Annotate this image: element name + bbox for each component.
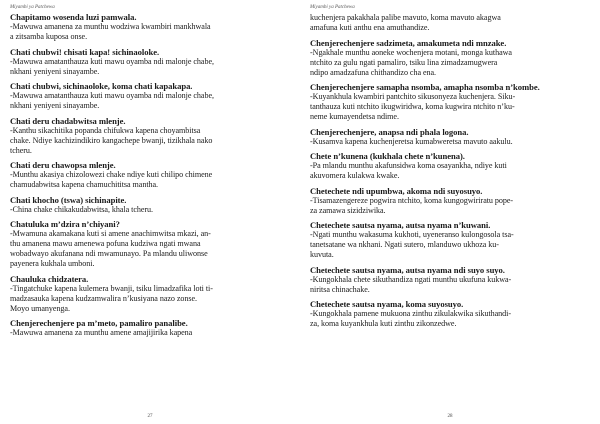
proverb-headword: Chati chubwi, sichinaoloke, koma chati kapakapa. [10,81,193,91]
gloss-line: neme kumayendetsa ndime. [310,112,399,121]
entry-group [310,38,592,330]
proverb-headword: Chati khocho (tswa) sichinapite. [10,194,127,205]
proverb-entry [10,274,294,314]
proverb-entry [10,47,294,77]
gloss-line: za zamawa sizidziwika. [310,205,386,215]
proverb-explanation [10,229,294,269]
gloss-line: -China chake chikakudabwitsa, khala tcheru. [10,204,154,214]
proverb-entry [10,318,294,338]
gloss-line: akuvomera kulakwa kwake. [310,171,400,180]
continued-entry [310,13,592,33]
proverb-headword: Chenjerechenjere samapha nsomba, amapha nsomba n’kombe. [310,82,540,92]
proverb-explanation [310,309,592,329]
proverb-explanation [10,328,294,338]
proverb-explanation [310,230,592,260]
gloss-line: ntchito za gulu ngati pamaliro, tsiku lina zimadzamugwera [310,57,498,67]
proverb-entry [10,81,294,111]
gloss-line: -Kungokhala chete sikuthandiza ngati munthu ukufuna kukwa- [310,274,512,284]
proverb-explanation [310,48,592,78]
proverb-headword: Chete n’kunena (kukhala chete n’kunena). [310,151,465,161]
proverb-entry [310,127,592,147]
proverb-headword: Chapitamo wosenda luzi pamwala. [10,12,137,22]
gloss-line: -Kuyankhula kwambiri pantchito sikusonyeza kuchenjera. Siku- [310,92,516,101]
gloss-line: -Mawuwa amanena za munthu wodziwa kwambiri mankhwala [10,22,211,31]
proverb-entry [310,38,592,78]
proverb-entry [310,151,592,181]
proverb-explanation [310,275,592,295]
proverb-entry [310,186,592,216]
page-number: 27 [147,414,153,419]
proverb-explanation [10,205,294,215]
proverb-explanation [310,161,592,181]
gloss-line: -Ngakhale munthu aoneke wochenjera motani, monga kuthawa [310,47,512,57]
gloss-line: payenera kukhala umboni. [10,259,95,268]
proverb-explanation [10,91,294,111]
gloss-line: wobadwayo akufanana ndi mwamunayo. Pa mlandu uliwonse [10,249,208,258]
proverb-explanation [10,170,294,190]
proverb-headword: Chetechete sautsa nyama, autsa nyama ndi suyo suyo. [310,264,505,275]
proverb-headword: Chati deru chadabwitsa mlenje. [10,115,126,126]
gloss-line: -Pa mlandu munthu akafunsidwa koma osayankha, ndiye kuti [310,161,507,170]
proverb-explanation [10,284,294,314]
gloss-line: ndipo amadzafuna chithandizo cha ena. [310,67,437,77]
proverb-explanation [310,196,592,216]
proverb-explanation [10,57,294,77]
proverb-entry [10,195,294,215]
gloss-line: thu amanena mawu amenewa pofuna kudziwa ngati mwana [10,239,201,248]
gloss-line: tcheru. [10,145,32,155]
proverb-entry [10,219,294,269]
gloss-line: tanetsatane wa nkhani. Ngati sutero, mlanduwo ukhoza ku- [310,240,499,249]
proverb-headword: Chatuluka m’dzira n’chiyani? [10,219,120,229]
gloss-line: niritsa chinachake. [310,284,370,294]
proverb-headword: Chetechete ndi upumbwa, akoma ndi suyosuyo. [310,185,483,196]
gloss-line: -Kanthu sikachitika popanda chifukwa kapena choyambitsa [10,125,201,135]
proverb-entry [10,12,294,42]
entry-list [10,12,294,338]
gloss-line: -Tisamazengereze pogwira ntchito, koma kungogwiriratu pope- [310,195,514,205]
proverb-entry [10,116,294,156]
proverb-headword: Chetechete sautsa nyama, koma suyosuyo. [310,299,464,309]
gloss-line: -Munthu akasiya chizolowezi chake ndiye kuti chilipo chimene [10,170,213,179]
proverb-headword: Chenjerechenjere, anapsa ndi phala logona. [310,126,469,137]
proverb-headword: Chenjerechenjere pa m’meto, pamaliro panalibe. [10,318,188,328]
proverb-headword: Chetechete sautsa nyama, autsa nyama n’kuwani. [310,220,491,230]
gloss-line: -Kungokhala pamene mukuona zinthu zikulakwika sikuthandi- [310,309,512,318]
proverb-entry [310,299,592,329]
page-number: 28 [447,414,453,419]
proverb-explanation [10,22,294,42]
gloss-line: amafuna kuti anthu ena amuthandize. [310,23,430,32]
entry-list [310,12,592,329]
gloss-line: chake. Ndiye kachizindikiro kangachepe bwanji, tizikhala nako [10,135,213,145]
gloss-line: -Mawuwa amatanthauza kuti mawu oyamba ndi malonje chabe, [10,56,214,66]
proverb-explanation [310,92,592,122]
gloss-line: kuchenjera pakakhala palibe mavuto, koma mavuto akagwa [310,13,501,22]
proverb-explanation [10,126,294,156]
running-head: Miyambi ya Patchewa [310,5,355,10]
gloss-line: -Mawuwa amatanthauza kuti mawu oyamba ndi malonje chabe, [10,91,214,100]
running-head: Miyambi ya Patchewa [10,5,55,10]
proverb-entry [10,160,294,190]
gloss-line: nkhani yeniyeni sinayambe. [10,101,100,110]
gloss-line: chamudabwitsa kapena chamuchititsa mantha. [10,180,159,189]
gloss-line: kuvuta. [310,250,334,259]
gloss-line: -Kusamva kapena kuchenjeretsa kumabweretsa mavuto aakulu. [310,136,513,146]
proverb-explanation [310,137,592,147]
proverb-entry [310,265,592,295]
gloss-line: nkhani yeniyeni sinayambe. [10,66,100,76]
proverb-entry [310,82,592,122]
gloss-line: -Mawuwa amanena za munthu amene amajijirika kapena [10,328,193,337]
proverb-headword: Chati deru chawopsa mlenje. [10,160,116,170]
gloss-line: madzasauka kapena kudzamwalira n’kusiyana nazo zonse. [10,293,198,303]
proverb-entry [310,220,592,260]
gloss-line: Moyo umanyenga. [10,303,70,313]
proverb-headword: Chati chubwi! chisati kapa! sichinaoloke. [10,46,160,57]
proverb-headword: Chauluka chidzatera. [10,273,89,284]
gloss-line: -Mwamuna akamakana kuti si amene anachimwitsa mkazi, an- [10,229,211,238]
continued-gloss [310,13,592,33]
gloss-line: a zitsamba kuposa onse. [10,32,88,41]
gloss-line: za, koma kuyankhula kuti zinthu zikonzedwe. [310,319,457,328]
gloss-line: -Tingatchuke kapena kulemera bwanji, tsiku limadzafika loti ti- [10,283,213,293]
gloss-line: -Ngati munthu wakasuma kukhoti, uyeneranso kulongosola tsa- [310,230,514,239]
right-page [300,0,600,424]
proverb-headword: Chenjerechenjere sadzimeta, amakumeta ndi mnzake. [310,37,507,48]
gloss-line: tanthauza kuti ntchito ikugwiridwa, koma kugwira ntchito n’ku- [310,102,515,111]
